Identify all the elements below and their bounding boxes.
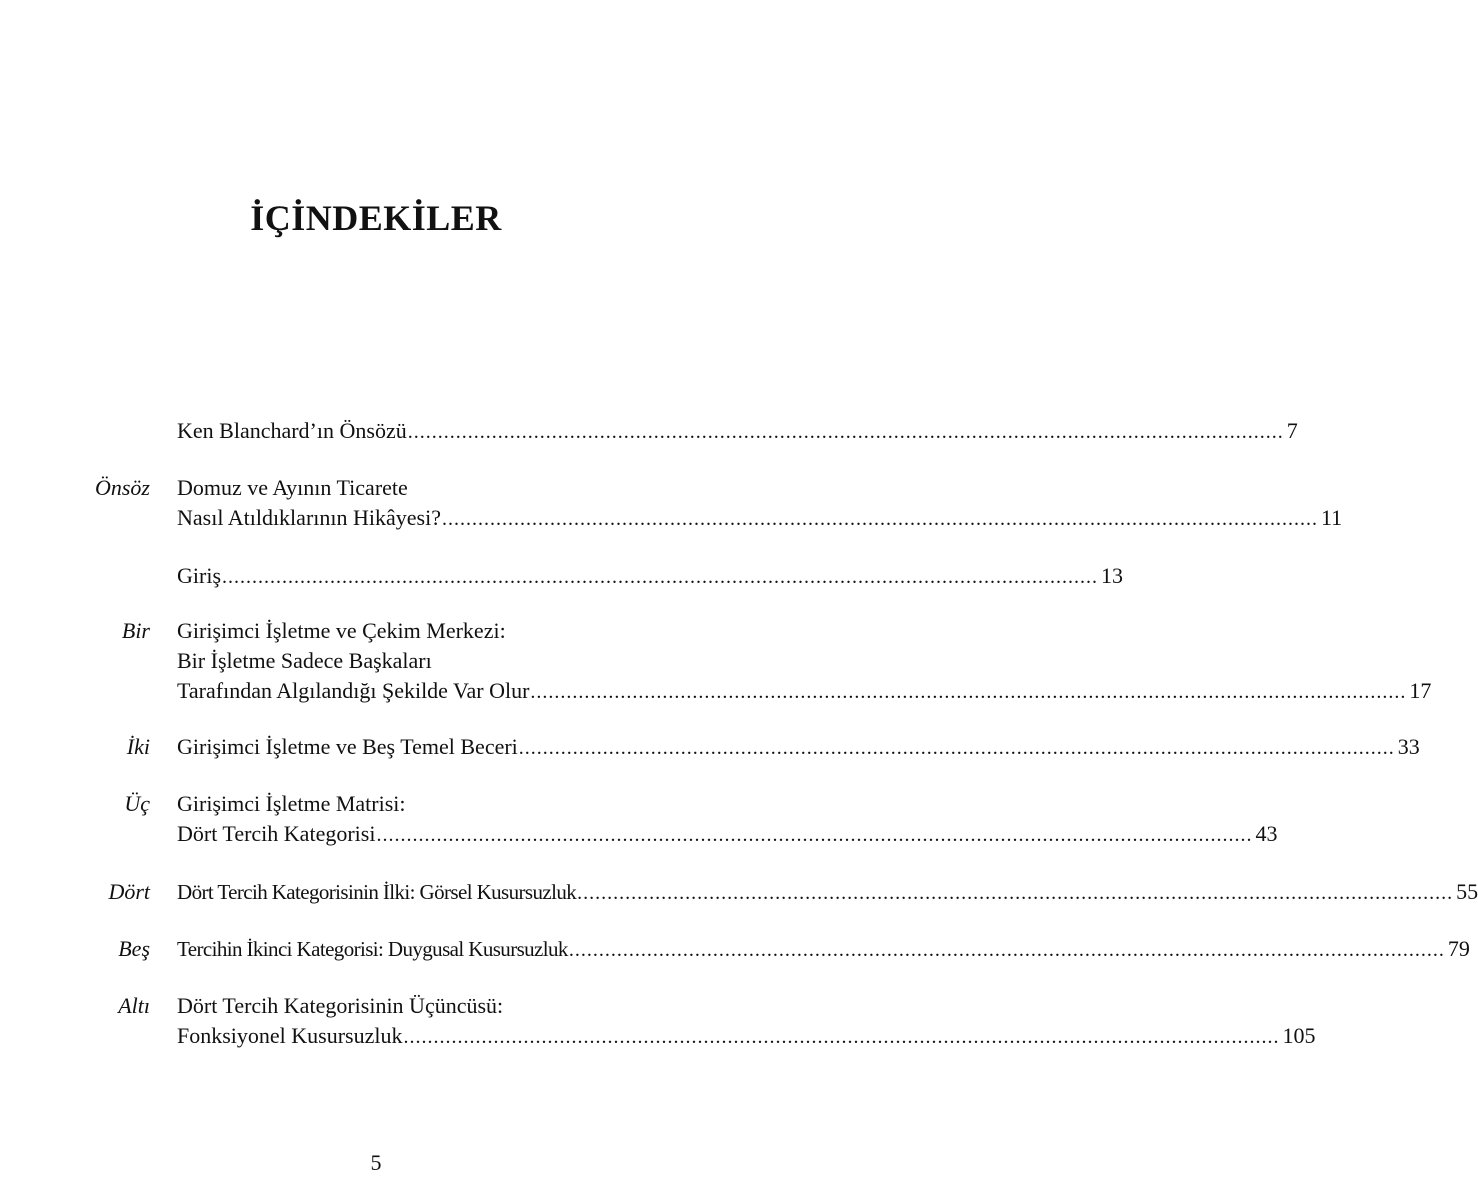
entry-title: Dört Tercih Kategorisi (177, 821, 376, 846)
entry-title: Ken Blanchard’ın Önsözü (177, 418, 407, 443)
dot-leader: .................................................................................................................................................. (530, 681, 1407, 703)
page-ref: 43 (1255, 821, 1278, 846)
chapter-label: Bir (121, 618, 150, 643)
dot-leader: .................................................................................................................................................. (403, 1026, 1280, 1048)
page-number: 5 (370, 1150, 382, 1175)
entry-line: Girişimci İşletme Matrisi: (177, 791, 406, 816)
page-ref: 17 (1409, 678, 1432, 703)
dot-leader: .................................................................................................................................................. (376, 824, 1253, 846)
chapter-label: Üç (124, 791, 150, 816)
dot-leader: .................................................................................................................................................. (568, 939, 1445, 961)
page-ref: 7 (1286, 418, 1298, 443)
page-ref: 79 (1447, 936, 1470, 961)
chapter-label: İki (126, 734, 150, 759)
entry-line: Girişimci İşletme ve Çekim Merkezi: (177, 618, 506, 643)
page-title: İÇİNDEKİLER (250, 198, 502, 238)
dot-leader: .................................................................................................................................................. (577, 882, 1454, 904)
chapter-label: Önsöz (94, 475, 150, 500)
entry-title: Fonksiyonel Kusursuzluk (177, 1023, 403, 1048)
dot-leader: .................................................................................................................................................. (407, 421, 1284, 443)
entry-line: Dört Tercih Kategorisinin Üçüncüsü: (177, 993, 504, 1018)
dot-leader: .................................................................................................................................................. (222, 566, 1098, 588)
entry-title: Tarafından Algılandığı Şekilde Var Olur (177, 678, 530, 703)
dot-leader: .................................................................................................................................................. (441, 508, 1318, 530)
entry-title: Dört Tercih Kategorisinin İlki: Görsel Kusursuzluk (177, 880, 577, 904)
page-ref: 13 (1101, 563, 1123, 588)
entry-line: Domuz ve Ayının Ticarete (177, 475, 408, 500)
chapter-label: Beş (118, 936, 150, 961)
page-ref: 33 (1397, 734, 1420, 759)
entry-title: Tercihin İkinci Kategorisi: Duygusal Kusursuzluk (177, 937, 568, 961)
page-ref: 55 (1456, 879, 1478, 904)
entry-title: Giriş (177, 563, 221, 588)
chapter-label: Altı (118, 993, 150, 1018)
page-ref: 105 (1282, 1023, 1316, 1048)
entry-title: Nasıl Atıldıklarının Hikâyesi? (177, 505, 441, 530)
chapter-label: Dört (108, 879, 150, 904)
entry-line: Bir İşletme Sadece Başkaları (177, 648, 432, 673)
entry-title: Girişimci İşletme ve Beş Temel Beceri (177, 734, 518, 759)
page-ref: 11 (1320, 505, 1343, 530)
dot-leader: .................................................................................................................................................. (518, 737, 1395, 759)
